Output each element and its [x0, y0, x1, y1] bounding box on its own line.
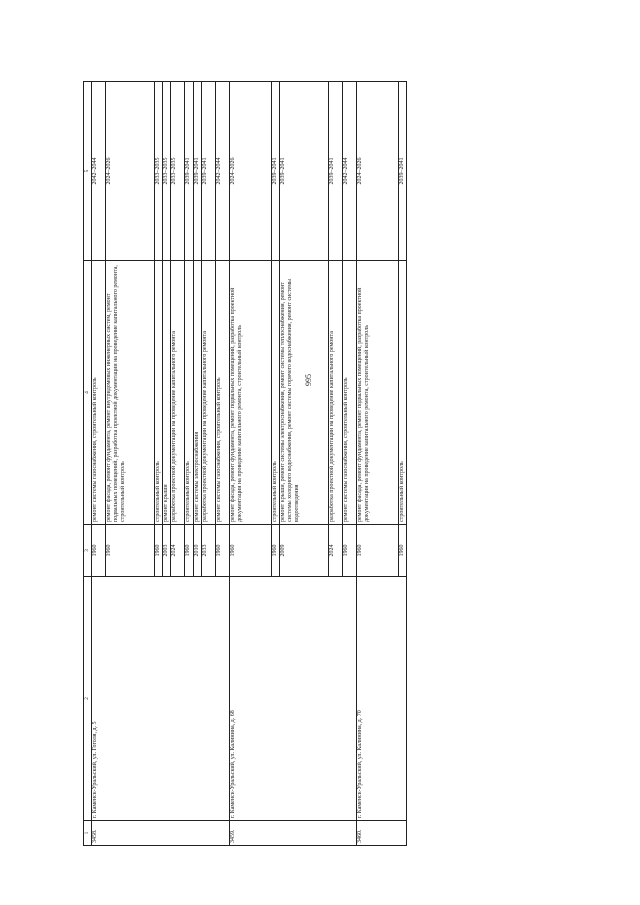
- repair-works: строительный контроль: [271, 261, 279, 525]
- table-row: [92, 82, 106, 846]
- building-address: г. Каменск-Уральский, ул. Калинина, д. 70: [356, 577, 406, 821]
- column-number: 5: [84, 82, 92, 261]
- repair-works: ремонт фасада, ремонт фундамента, ремонт подвальных помещений, разработка проектной документации на проведение капитального ремонта, строительный контроль: [229, 261, 271, 525]
- repair-works: строительный контроль: [185, 261, 193, 525]
- repair-works: ремонт системы газоснабжения, строительный контроль: [342, 261, 356, 525]
- repair-works: строительный контроль: [155, 261, 163, 525]
- repair-period: 2024–2026: [229, 82, 271, 261]
- build-year: 1960: [185, 525, 193, 577]
- entry-number: 3459.: [229, 821, 356, 846]
- build-year: 2024: [328, 525, 342, 577]
- repair-works: ремонт системы электроснабжения: [193, 261, 201, 525]
- building-address: г. Каменск-Уральский, ул. Калинина, д. 68: [229, 577, 356, 821]
- build-year: 1960: [92, 525, 106, 577]
- repair-period: 2042–2044: [215, 82, 229, 261]
- column-numbers-row: [84, 82, 92, 846]
- repair-works: ремонт фасада, ремонт фундамента, ремонт подвальных помещений, разработка проектной документации на проведение капитального ремонта, строительный контроль: [356, 261, 398, 525]
- repair-period: 2024–2026: [356, 82, 398, 261]
- repair-works: ремонт крыши, ремонт системы электроснабжения, ремонт системы теплоснабжения, ремонт системы холодного водоснабжения, ремонт системы горячего водоснабжения, ремонт системы водоотведения: [279, 261, 328, 525]
- repair-period: 2024–2026: [106, 82, 155, 261]
- repair-period: 2039–2041: [271, 82, 279, 261]
- repair-period: 2039–2041: [193, 82, 201, 261]
- building-address: г. Каменск-Уральский, ул. Гоголя, д. 5: [92, 577, 230, 821]
- build-year: 1960: [106, 525, 155, 577]
- repair-period: 2039–2041: [398, 82, 406, 261]
- repair-works: ремонт системы газоснабжения, строительный контроль: [215, 261, 229, 525]
- column-number: 2: [84, 577, 92, 821]
- repair-period: 2042–2044: [92, 82, 106, 261]
- build-year: 1960: [342, 525, 356, 577]
- column-number: 1: [84, 821, 92, 846]
- build-year: 1960: [398, 525, 406, 577]
- repair-schedule-table: [83, 81, 407, 846]
- table-row: [356, 82, 398, 846]
- build-year: 2024: [171, 525, 185, 577]
- repair-period: 2033–2035: [163, 82, 171, 261]
- column-number: 4: [84, 261, 92, 525]
- repair-works: ремонт фасада, ремонт фундамента, ремонт внутридомовых инженерных систем, ремонт подвальных помещений, разработка проектной документации на проведение капитального ремонта, строительный контроль: [106, 261, 155, 525]
- repair-period: 2039–2041: [328, 82, 342, 261]
- build-year: 1960: [229, 525, 271, 577]
- repair-works: разработка проектной документации на проведение капитального ремонта: [171, 261, 185, 525]
- repair-schedule-sheet: [83, 82, 600, 846]
- entry-number: 3458.: [92, 821, 230, 846]
- build-year: 2003: [163, 525, 171, 577]
- build-year: 2009: [279, 525, 328, 577]
- repair-works: ремонт системы газоснабжения, строительный контроль: [92, 261, 106, 525]
- build-year: 2010: [193, 525, 201, 577]
- repair-period: 2039–2041: [185, 82, 193, 261]
- build-year: 1960: [155, 525, 163, 577]
- repair-works: разработка проектной документации на проведение капитального ремонта: [201, 261, 215, 525]
- build-year: 1960: [215, 525, 229, 577]
- repair-works: строительный контроль: [398, 261, 406, 525]
- entry-number: 3460.: [356, 821, 406, 846]
- build-year: 1960: [271, 525, 279, 577]
- column-number: 3: [84, 525, 92, 577]
- page-number: 995: [304, 374, 313, 386]
- repair-works: разработка проектной документации на проведение капитального ремонта: [328, 261, 342, 525]
- repair-works: ремонт крыши: [163, 261, 171, 525]
- repair-period: 2039–2041: [279, 82, 328, 261]
- repair-period: 2033–2035: [171, 82, 185, 261]
- build-year: 1960: [356, 525, 398, 577]
- table-row: [229, 82, 271, 846]
- repair-period: 2042–2044: [342, 82, 356, 261]
- build-year: 2033: [201, 525, 215, 577]
- repair-period: 2033–2035: [155, 82, 163, 261]
- repair-period: 2039–2041: [201, 82, 215, 261]
